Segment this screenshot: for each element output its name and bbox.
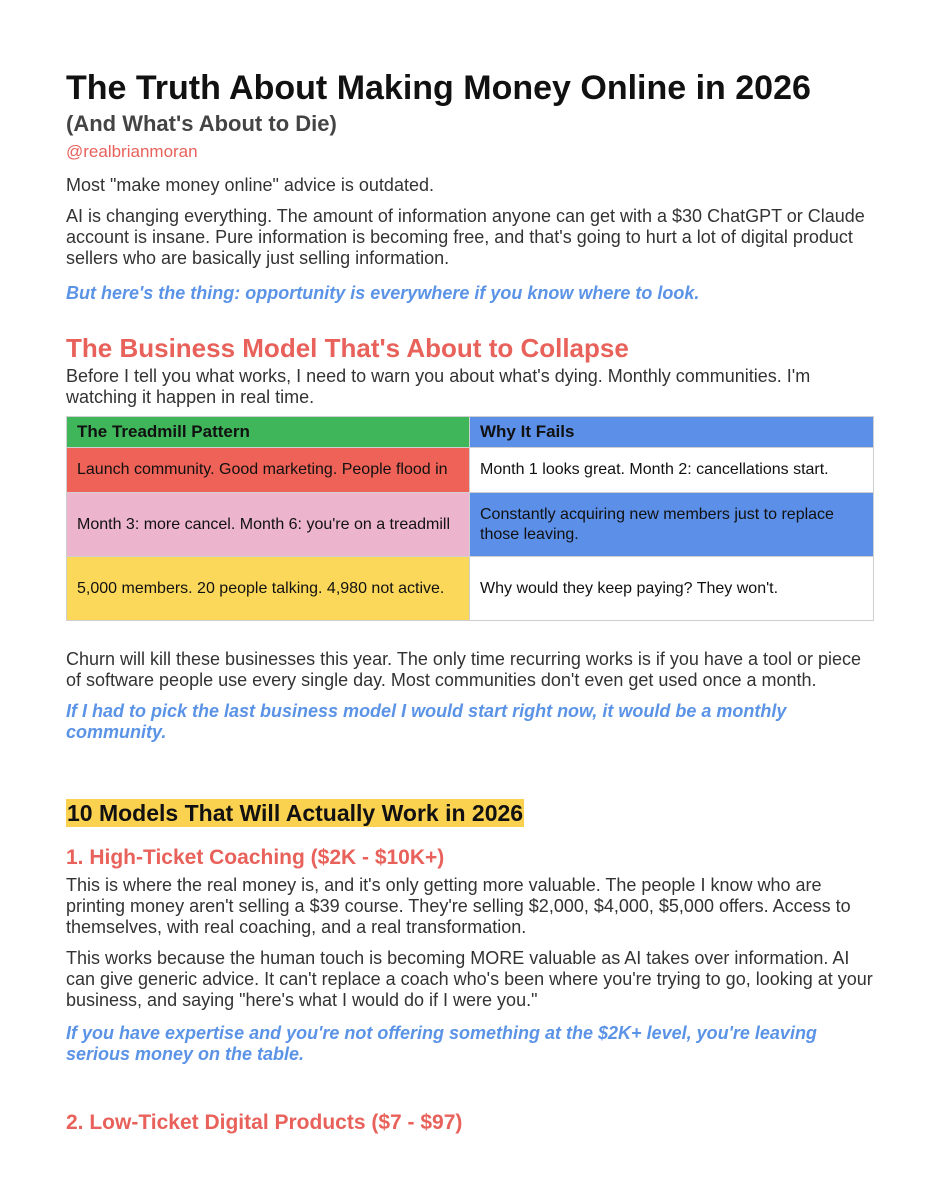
- table-cell: Month 1 looks great. Month 2: cancellations start.: [470, 448, 874, 493]
- models-heading-wrap: [66, 799, 874, 827]
- intro-paragraph-2: AI is changing everything. The amount of information anyone can get with a $30 ChatGPT or Claude account is insane. Pure information is becoming free, and that's going to hurt a lot of digital product sellers who are basically just selling information.: [66, 206, 865, 268]
- collapse-section-heading: The Business Model That's About to Collapse: [66, 333, 629, 363]
- intro-callout: But here's the thing: opportunity is everywhere if you know where to look.: [66, 283, 700, 303]
- table-row: [67, 493, 874, 557]
- treadmill-table: [66, 416, 874, 621]
- table-row: [67, 557, 874, 621]
- table-header-cell: The Treadmill Pattern: [67, 417, 470, 448]
- model-1-callout: If you have expertise and you're not offering something at the $2K+ level, you're leaving serious money on the table.: [66, 1023, 817, 1064]
- model-1-paragraph-2: This works because the human touch is becoming MORE valuable as AI takes over information. AI can give generic advice. It can't replace a coach who's been where you're trying to go, looking at your business, and saying "here's what I would do if I were you.": [66, 948, 873, 1010]
- table-cell: Why would they keep paying? They won't.: [470, 557, 874, 621]
- table-cell: Launch community. Good marketing. People flood in: [67, 448, 470, 493]
- model-2-heading: 2. Low-Ticket Digital Products ($7 - $97): [66, 1111, 463, 1134]
- table-cell: 5,000 members. 20 people talking. 4,980 not active.: [67, 557, 470, 621]
- model-1-heading: 1. High-Ticket Coaching ($2K - $10K+): [66, 846, 445, 869]
- models-section-heading: 10 Models That Will Actually Work in 2026: [67, 800, 524, 826]
- churn-paragraph: Churn will kill these businesses this year. The only time recurring works is if you have a tool or piece of software people use every single day. Most communities don't even get used once a month.: [66, 649, 862, 690]
- table-row: [67, 448, 874, 493]
- collapse-section-intro: Before I tell you what works, I need to warn you about what's dying. Monthly communities. I'm watching it happen in real time.: [66, 366, 811, 407]
- table-cell: Constantly acquiring new members just to replace those leaving.: [470, 493, 874, 557]
- table-header-cell: Why It Fails: [470, 417, 874, 448]
- document-page: [66, 68, 874, 1136]
- document-title: The Truth About Making Money Online in 2026: [66, 69, 811, 107]
- table-cell: Month 3: more cancel. Month 6: you're on a treadmill: [67, 493, 470, 557]
- intro-paragraph-1: Most "make money online" advice is outdated.: [66, 175, 434, 195]
- document-subtitle: (And What's About to Die): [66, 111, 337, 136]
- table-header-row: [67, 417, 874, 448]
- model-1-paragraph-1: This is where the real money is, and it's only getting more valuable. The people I know who are printing money aren't selling a $39 course. They're selling $2,000, $4,000, $5,000 offers. Access to themselves, with real coaching, and a real transformation.: [66, 875, 851, 937]
- collapse-callout: If I had to pick the last business model I would start right now, it would be a monthly community.: [66, 701, 787, 742]
- author-handle: @realbrianmoran: [66, 142, 198, 161]
